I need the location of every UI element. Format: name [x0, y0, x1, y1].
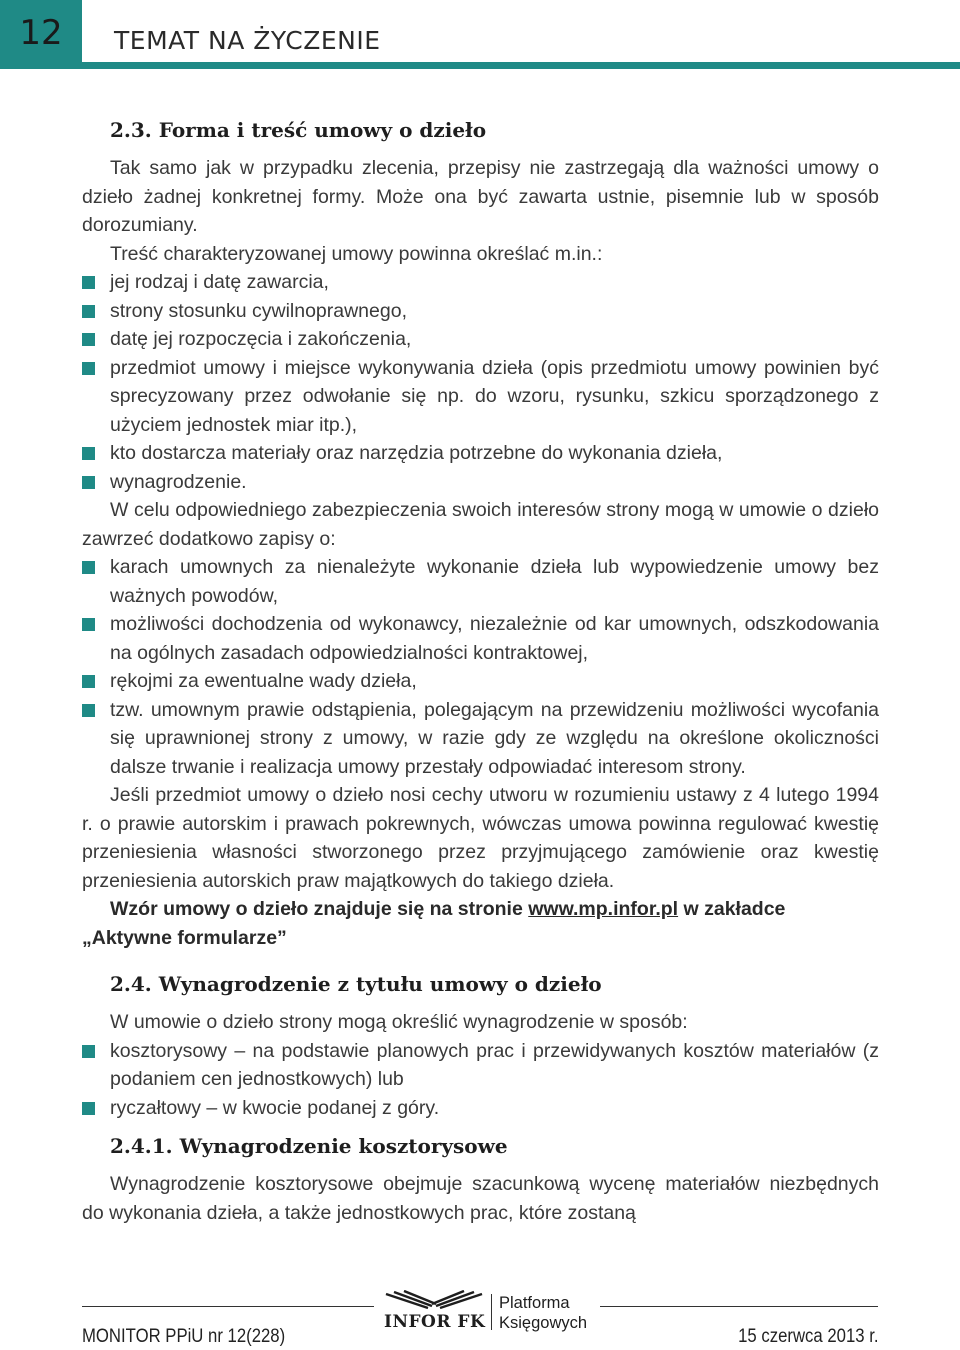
heading-2-3: 2.3. Forma i treść umowy o dzieło: [110, 118, 487, 142]
heading-2-4-1: 2.4.1. Wynagrodzenie kosztorysowe: [110, 1134, 508, 1158]
page-number: 12: [0, 0, 82, 66]
list-item: wynagrodzenie.: [82, 468, 879, 497]
paragraph: Wynagrodzenie kosztorysowe obejmuje szacunkową wycenę materiałów niezbędnych do wykonania dzieła, a także jednostkowych prac, które zostaną: [82, 1173, 879, 1224]
footer-date: 15 czerwca 2013 r.: [737, 1326, 878, 1347]
content-list-2: [82, 553, 879, 781]
section-title: TEMAT NA ŻYCZENIE: [114, 26, 381, 55]
paragraph: Tak samo jak w przypadku zlecenia, przepisy nie zastrzegają dla ważności umowy o dzieło żadnej konkretnej formy. Może ona być zawarta ustnie, pisemnie lub w sposób dorozumiany.: [82, 157, 879, 236]
note-text: „Aktywne formularze”: [82, 926, 287, 949]
list-item: możliwości dochodzenia od wykonawcy, niezależnie od kar umownych, odszkodowania na ogólnych zasadach odpowiedzialności kontraktowej,: [82, 610, 879, 667]
list-item: jej rodzaj i datę zawarcia,: [82, 268, 879, 297]
list-item: rękojmi za ewentualne wady dzieła,: [82, 667, 879, 696]
list-item: ryczałtowy – w kwocie podanej z góry.: [82, 1094, 879, 1123]
logo-text: Platforma: [499, 1294, 570, 1312]
list-item: datę jej rozpoczęcia i zakończenia,: [82, 325, 879, 354]
infor-link[interactable]: www.mp.infor.pl: [528, 898, 679, 920]
paragraph: Jeśli przedmiot umowy o dzieło nosi cechy utworu w rozumieniu ustawy z 4 lutego 1994 r. o prawie autorskim i prawach pokrewnych, wówczas umowa powinna regulować kwestię przeniesienia własności stworzonego przez przyjmującego zamówienie oraz kwestię przeniesienia autorskich praw majątkowych do takiego dzieła.: [82, 784, 879, 892]
list-item: kto dostarcza materiały oraz narzędzia potrzebne do wykonania dzieła,: [82, 439, 879, 468]
footer-rule-left: [82, 1306, 374, 1307]
logo-text: Księgowych: [499, 1314, 588, 1332]
list-item: tzw. umownym prawie odstąpienia, polegającym na przewidzeniu możliwości wycofania się uprawnionej strony z umowy, w razie gdy ze względu na określone okoliczności dalsze trwanie i realizacja umowy przestały odpowiadać interesom strony.: [82, 696, 879, 782]
note-text: w zakładce: [678, 898, 786, 920]
list-item: kosztorysowy – na podstawie planowych prac i przewidywanych kosztów materiałów (z podaniem cen jednostkowych) lub: [82, 1037, 879, 1094]
infor-fk-logo: [384, 1290, 600, 1336]
content-list-3: [82, 1037, 879, 1123]
heading-2-4: 2.4. Wynagrodzenie z tytułu umowy o dzieło: [110, 972, 602, 996]
paragraph: W celu odpowiedniego zabezpieczenia swoich interesów strony mogą w umowie o dzieło zawrzeć dodatkowo zapisy o:: [82, 499, 879, 550]
list-item: karach umownych za nienależyte wykonanie dzieła lub wypowiedzenie umowy bez ważnych powodów,: [82, 553, 879, 610]
logo-brand: INFOR FK: [384, 1312, 486, 1332]
paragraph: W umowie o dzieło strony mogą określić wynagrodzenie w sposób:: [110, 1011, 688, 1033]
content-list-1: [82, 268, 879, 496]
note-text: Wzór umowy o dzieło znajduje się na stronie: [110, 898, 529, 920]
logo-divider: [491, 1294, 492, 1330]
header-rule: [0, 62, 960, 69]
footer-rule-right: [600, 1306, 878, 1307]
list-item: przedmiot umowy i miejsce wykonywania dzieła (opis przedmiotu umowy powinien być sprecyzowany przez odwołanie się np. do wzoru, rysunku, szkicu sporządzonego z użyciem jednostek miar itp.),: [82, 354, 879, 440]
template-note: [82, 895, 879, 952]
article-body: [82, 112, 879, 1227]
list-item: strony stosunku cywilnoprawnego,: [82, 297, 879, 326]
paragraph: Treść charakteryzowanej umowy powinna określać m.in.:: [110, 242, 603, 265]
logo-wings-icon: [384, 1290, 484, 1312]
footer-publication: MONITOR PPiU nr 12(228): [82, 1326, 286, 1347]
